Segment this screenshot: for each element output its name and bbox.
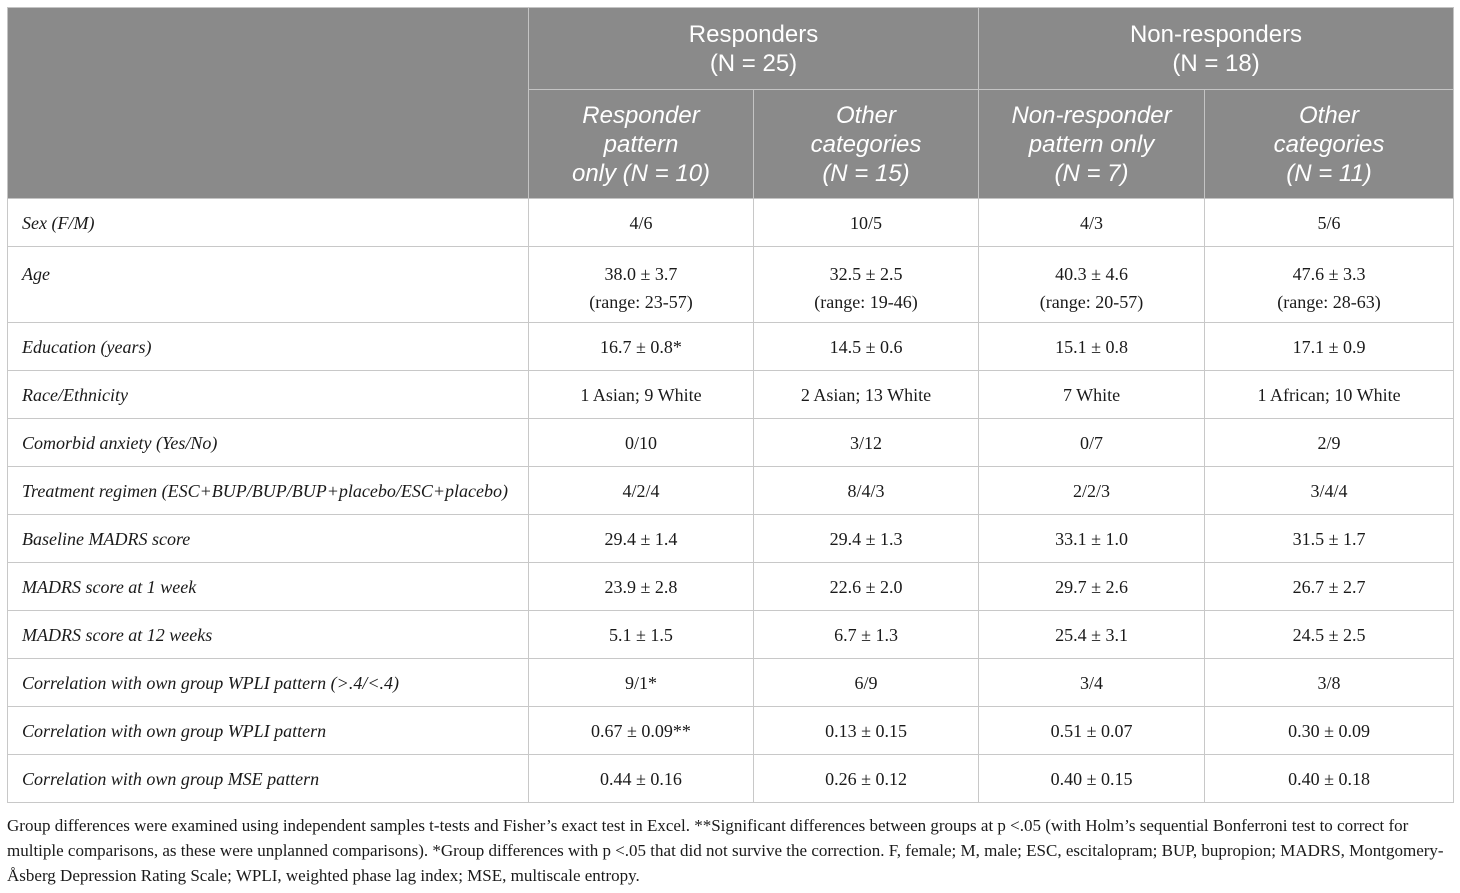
table-cell: 4/3 [979,199,1205,247]
table-cell: 3/4/4 [1205,467,1454,515]
table-cell: 2 Asian; 13 White [754,371,979,419]
table-cell: 22.6 ± 2.0 [754,563,979,611]
table-cell: 0.67 ± 0.09** [529,707,754,755]
age-range: (range: 23-57) [589,292,693,312]
header-subgroup-non-responder-pattern-only [979,90,1205,199]
table-cell: 16.7 ± 0.8* [529,323,754,371]
age-mean: 40.3 ± 4.6 [1055,264,1128,284]
table-cell [1205,247,1454,323]
row-label: Baseline MADRS score [8,515,529,563]
row-label: Education (years) [8,323,529,371]
row-label: MADRS score at 1 week [8,563,529,611]
row-label: Treatment regimen (ESC+BUP/BUP/BUP+placebo/ESC+placebo) [8,467,529,515]
subgroup-line: pattern [603,130,679,158]
table-cell: 3/4 [979,659,1205,707]
age-mean: 47.6 ± 3.3 [1292,264,1366,284]
table-cell: 0.44 ± 0.16 [529,755,754,803]
table-body [8,199,1454,803]
table-header [8,8,1454,199]
subgroup-line: Other [1299,101,1360,129]
row-label: Comorbid anxiety (Yes/No) [8,419,529,467]
table-cell: 0.30 ± 0.09 [1205,707,1454,755]
table-row-comorbid-anxiety [8,419,1454,467]
table-cell: 6/9 [754,659,979,707]
table-container [7,7,1453,888]
header-subgroup-responders-other [754,90,979,199]
header-corner-cell [8,8,529,199]
row-label: Race/Ethnicity [8,371,529,419]
row-label: Sex (F/M) [8,199,529,247]
subgroup-line: pattern only [1028,130,1155,158]
table-row-wpli-correlation [8,707,1454,755]
table-cell: 17.1 ± 0.9 [1205,323,1454,371]
subgroup-line: categories [810,130,922,158]
table-cell: 0.40 ± 0.15 [979,755,1205,803]
table-cell: 4/2/4 [529,467,754,515]
table-row-sex [8,199,1454,247]
table-cell: 15.1 ± 0.8 [979,323,1205,371]
table-cell: 6.7 ± 1.3 [754,611,979,659]
table-cell: 0.26 ± 0.12 [754,755,979,803]
table-cell [979,247,1205,323]
table-cell: 0/7 [979,419,1205,467]
table-cell: 0.40 ± 0.18 [1205,755,1454,803]
table-cell: 0.13 ± 0.15 [754,707,979,755]
table-footnote: Group differences were examined using independent samples t-tests and Fisher’s exact test in Excel. **Significant differences between groups at p <.05 (with Holm’s sequential Bonferroni test to correct for multiple comparisons, as these were unplanned comparisons). *Group differences with p <.05 that did not survive the correction. F, female; M, male; ESC, escitalopram; BUP, bupropion; MADRS, Montgomery-Åsberg Depression Rating Scale; WPLI, weighted phase lag index; MSE, multiscale entropy. [7,816,1444,885]
header-group-responders [529,8,979,90]
table-cell [754,247,979,323]
table-cell: 7 White [979,371,1205,419]
table-row-madrs-1-week [8,563,1454,611]
table-cell: 23.9 ± 2.8 [529,563,754,611]
age-mean: 32.5 ± 2.5 [829,264,903,284]
table-cell: 25.4 ± 3.1 [979,611,1205,659]
table-cell: 14.5 ± 0.6 [754,323,979,371]
header-row-groups [8,8,1454,90]
group-name: Non-responders [1129,20,1303,48]
table-cell: 4/6 [529,199,754,247]
subgroup-line: (N = 11) [1286,159,1372,187]
table-cell: 33.1 ± 1.0 [979,515,1205,563]
table-row-education [8,323,1454,371]
table-cell: 24.5 ± 2.5 [1205,611,1454,659]
subgroup-line: (N = 15) [822,159,910,187]
subgroup-line: (N = 7) [1054,159,1129,187]
table-cell: 10/5 [754,199,979,247]
table-cell: 2/2/3 [979,467,1205,515]
table-cell: 29.4 ± 1.3 [754,515,979,563]
table-cell [529,247,754,323]
age-range: (range: 20-57) [1039,292,1144,312]
table-cell: 0/10 [529,419,754,467]
age-range: (range: 28-63) [1277,292,1381,312]
group-n: (N = 25) [709,49,798,77]
table-cell: 0.51 ± 0.07 [979,707,1205,755]
header-subgroup-responder-pattern-only [529,90,754,199]
table-cell: 8/4/3 [754,467,979,515]
subgroup-line: Responder [582,101,700,129]
table-cell: 5.1 ± 1.5 [529,611,754,659]
group-name: Responders [688,20,819,48]
table-cell: 9/1* [529,659,754,707]
table-cell: 29.4 ± 1.4 [529,515,754,563]
subgroup-line: only (N = 10) [571,159,711,187]
table-row-age [8,247,1454,323]
table-row-mse-correlation [8,755,1454,803]
table-row-wpli-threshold [8,659,1454,707]
table-cell: 5/6 [1205,199,1454,247]
header-subgroup-non-responders-other [1205,90,1454,199]
table-cell: 3/8 [1205,659,1454,707]
table-cell: 31.5 ± 1.7 [1205,515,1454,563]
table-cell: 1 Asian; 9 White [529,371,754,419]
age-mean: 38.0 ± 3.7 [604,264,678,284]
table-cell: 3/12 [754,419,979,467]
subgroup-line: categories [1273,130,1385,158]
row-label: MADRS score at 12 weeks [8,611,529,659]
table-row-madrs-12-weeks [8,611,1454,659]
table-cell: 29.7 ± 2.6 [979,563,1205,611]
header-group-non-responders [979,8,1454,90]
table-cell: 2/9 [1205,419,1454,467]
row-label: Correlation with own group MSE pattern [8,755,529,803]
table-row-treatment-regimen [8,467,1454,515]
row-label: Age [8,247,529,323]
table-row-baseline-madrs [8,515,1454,563]
demographics-table [7,7,1454,803]
row-label: Correlation with own group WPLI pattern [8,707,529,755]
table-row-race-ethnicity [8,371,1454,419]
row-label: Correlation with own group WPLI pattern (>.4/<.4) [8,659,529,707]
subgroup-line: Other [835,101,897,129]
age-range: (range: 19-46) [814,292,918,312]
table-cell: 26.7 ± 2.7 [1205,563,1454,611]
group-n: (N = 18) [1172,49,1260,77]
subgroup-line: Non-responder [1011,101,1172,129]
table-cell: 1 African; 10 White [1205,371,1454,419]
